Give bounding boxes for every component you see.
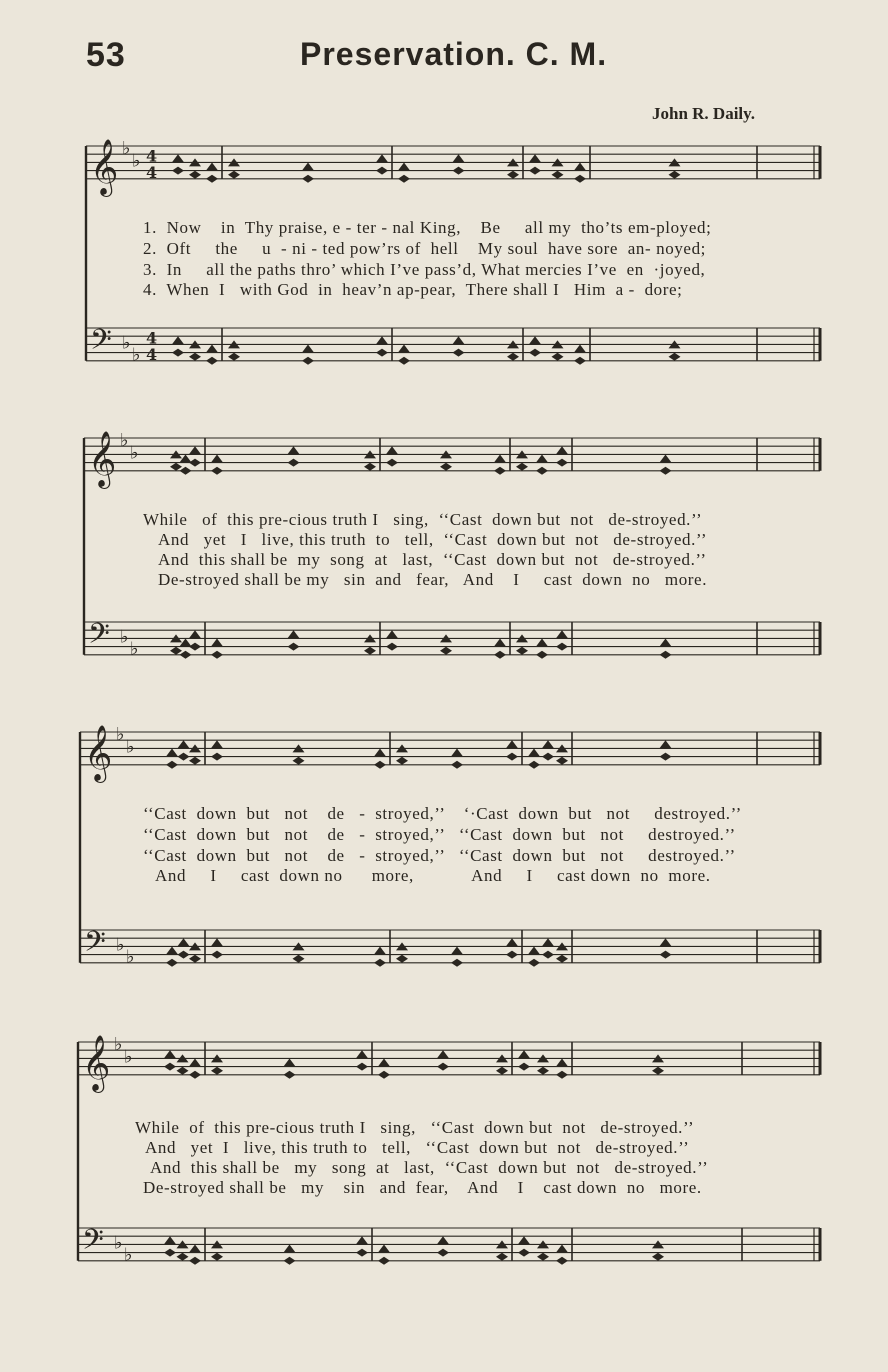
shape-note <box>206 345 218 353</box>
shape-note <box>528 959 540 967</box>
shape-note <box>536 467 548 475</box>
shape-note <box>378 1257 390 1265</box>
shape-note <box>180 651 192 659</box>
shape-note <box>164 1249 176 1257</box>
lyric-verse-4: And I cast down no more, And I cast down no more. <box>155 866 711 885</box>
shape-note <box>556 459 568 467</box>
shape-note <box>507 171 519 179</box>
shape-note <box>552 171 564 179</box>
shape-note <box>396 757 408 765</box>
lyric-verse-3: And this shall be my song at last, ‘‘Cast down but not de-stroyed.’’ <box>150 1158 709 1177</box>
shape-note <box>542 753 554 761</box>
shape-note <box>284 1071 296 1079</box>
shape-note <box>398 175 410 183</box>
shape-note <box>518 1063 530 1071</box>
shape-note <box>437 1236 449 1244</box>
lyric-verse-4: De-stroyed shall be my sin and fear, And I cast down no more. <box>143 1178 702 1197</box>
time-signature-top: 4 <box>146 328 158 348</box>
shape-note <box>356 1063 368 1071</box>
shape-note <box>556 630 568 638</box>
shape-note <box>374 959 386 967</box>
shape-note <box>529 349 541 357</box>
shape-note <box>284 1059 296 1067</box>
shape-note <box>211 651 223 659</box>
flat-icon: ♭ <box>120 626 129 648</box>
shape-note <box>506 938 518 946</box>
shape-note <box>542 938 554 946</box>
shape-note <box>166 947 178 955</box>
shape-note <box>556 1071 568 1079</box>
shape-note <box>172 154 184 162</box>
shape-note <box>177 1253 189 1261</box>
shape-note <box>211 740 223 748</box>
shape-note <box>574 345 586 353</box>
shape-note <box>507 353 519 361</box>
shape-note <box>284 1245 296 1253</box>
shape-note <box>189 353 201 361</box>
shape-note <box>206 175 218 183</box>
shape-note <box>494 455 506 463</box>
lyric-verse-2: And yet I live, this truth to tell, ‘‘Cast down but not de-stroyed.’’ <box>158 530 708 549</box>
lyric-verse-2: 2. Oft the u - ni - ted pow’rs of hell My soul have sore an- noyed; <box>143 239 707 258</box>
time-signature-bottom: 4 <box>146 344 158 364</box>
shape-note <box>189 955 201 963</box>
flat-icon: ♭ <box>126 736 135 758</box>
treble-clef-icon: 𝄞 <box>88 430 117 487</box>
shape-note <box>376 167 388 175</box>
shape-note <box>556 1059 568 1067</box>
shape-note <box>398 163 410 171</box>
shape-note <box>164 1063 176 1071</box>
shape-note <box>374 761 386 769</box>
shape-note <box>302 357 314 365</box>
shape-note <box>189 643 201 651</box>
shape-note <box>528 947 540 955</box>
shape-note <box>518 1050 530 1058</box>
shape-note <box>536 639 548 647</box>
shape-note <box>211 639 223 647</box>
shape-note <box>494 639 506 647</box>
shape-note <box>660 740 672 748</box>
shape-note <box>556 446 568 454</box>
shape-note <box>180 455 192 463</box>
shape-note <box>440 463 452 471</box>
treble-clef-icon: 𝄞 <box>90 138 119 195</box>
flat-icon: ♭ <box>122 138 131 160</box>
shape-note <box>556 643 568 651</box>
shape-note <box>556 955 568 963</box>
lyric-verse-2: ‘‘Cast down but not de - stroyed,’’ ‘‘Cast down but not destroyed.’’ <box>143 825 736 844</box>
shape-note <box>211 951 223 959</box>
shape-note <box>376 336 388 344</box>
shape-note <box>170 463 182 471</box>
shape-note <box>556 1257 568 1265</box>
shape-note <box>437 1063 449 1071</box>
shape-note <box>189 459 201 467</box>
shape-note <box>518 1249 530 1257</box>
shape-note <box>660 651 672 659</box>
shape-note <box>536 455 548 463</box>
flat-icon: ♭ <box>114 1232 123 1254</box>
shape-note <box>189 1059 201 1067</box>
shape-note <box>669 171 681 179</box>
shape-note <box>189 1257 201 1265</box>
shape-note <box>453 349 465 357</box>
shape-note <box>228 171 240 179</box>
lyric-verse-1: While of this pre-cious truth I sing, ‘‘Cast down but not de-stroyed.’’ <box>143 510 703 529</box>
shape-note <box>228 353 240 361</box>
shape-note <box>378 1059 390 1067</box>
shape-note <box>211 753 223 761</box>
shape-note <box>398 345 410 353</box>
shape-note <box>211 467 223 475</box>
shape-note <box>211 938 223 946</box>
shape-note <box>302 163 314 171</box>
shape-note <box>528 761 540 769</box>
bass-clef-icon: 𝄢 <box>84 925 106 966</box>
shape-note <box>374 947 386 955</box>
shape-note <box>166 761 178 769</box>
shape-note <box>506 740 518 748</box>
shape-note <box>528 749 540 757</box>
shape-note <box>293 955 305 963</box>
shape-note <box>376 349 388 357</box>
shape-note <box>652 1067 664 1075</box>
shape-note <box>396 955 408 963</box>
shape-note <box>437 1050 449 1058</box>
shape-note <box>177 1067 189 1075</box>
shape-note <box>178 951 190 959</box>
shape-note <box>284 1257 296 1265</box>
lyric-verse-4: 4. When I with God in heav’n ap-pear, There shall I Him a - dore; <box>143 280 683 299</box>
shape-note <box>374 749 386 757</box>
shape-note <box>206 163 218 171</box>
flat-icon: ♭ <box>114 1034 123 1056</box>
lyric-verse-3: And this shall be my song at last, ‘‘Cast down but not de-stroyed.’’ <box>158 550 707 569</box>
shape-note <box>288 643 300 651</box>
shape-note <box>211 1253 223 1261</box>
shape-note <box>574 163 586 171</box>
shape-note <box>178 753 190 761</box>
shape-note <box>669 353 681 361</box>
shape-note <box>437 1249 449 1257</box>
shape-note <box>386 643 398 651</box>
shape-note <box>574 175 586 183</box>
shape-note <box>356 1249 368 1257</box>
shape-note <box>356 1050 368 1058</box>
flat-icon: ♭ <box>120 430 129 452</box>
shape-note <box>451 761 463 769</box>
shape-note <box>506 951 518 959</box>
lyric-verse-3: 3. In all the paths thro’ which I’ve pass’d, What mercies I’ve en ·joyed, <box>143 260 706 279</box>
shape-note <box>180 467 192 475</box>
flat-icon: ♭ <box>116 724 125 746</box>
shape-note <box>293 757 305 765</box>
shape-note <box>496 1067 508 1075</box>
shape-note <box>542 951 554 959</box>
shape-note <box>164 1236 176 1244</box>
shape-note <box>178 938 190 946</box>
flat-icon: ♭ <box>122 332 131 354</box>
shape-note <box>518 1236 530 1244</box>
shape-note <box>302 345 314 353</box>
shape-note <box>164 1050 176 1058</box>
shape-note <box>170 647 182 655</box>
time-signature-bottom: 4 <box>146 162 158 182</box>
shape-note <box>494 651 506 659</box>
shape-note <box>516 647 528 655</box>
lyric-verse-1: While of this pre-cious truth I sing, ‘‘Cast down but not de-stroyed.’’ <box>135 1118 695 1137</box>
shape-note <box>211 455 223 463</box>
shape-note <box>206 357 218 365</box>
shape-note <box>189 1071 201 1079</box>
shape-note <box>652 1253 664 1261</box>
flat-icon: ♭ <box>126 946 135 968</box>
flat-icon: ♭ <box>132 150 141 172</box>
bass-clef-icon: 𝄢 <box>90 323 112 364</box>
shape-note <box>660 455 672 463</box>
shape-note <box>189 446 201 454</box>
shape-note <box>386 630 398 638</box>
composer-credit: John R. Daily. <box>652 104 755 123</box>
shape-note <box>506 753 518 761</box>
shape-note <box>660 467 672 475</box>
flat-icon: ♭ <box>130 638 139 660</box>
shape-note <box>288 446 300 454</box>
shape-note <box>556 757 568 765</box>
lyric-verse-1: ‘‘Cast down but not de - stroyed,’’ ‘·Cast down but not destroyed.’’ <box>143 804 742 823</box>
shape-note <box>189 1245 201 1253</box>
shape-note <box>180 639 192 647</box>
shape-note <box>172 167 184 175</box>
shape-note <box>529 167 541 175</box>
shape-note <box>556 1245 568 1253</box>
shape-note <box>364 647 376 655</box>
shape-note <box>288 630 300 638</box>
shape-note <box>574 357 586 365</box>
shape-note <box>660 753 672 761</box>
shape-note <box>189 171 201 179</box>
shape-note <box>386 459 398 467</box>
bass-clef-icon: 𝄢 <box>82 1223 104 1264</box>
shape-note <box>178 740 190 748</box>
shape-note <box>172 336 184 344</box>
shape-note <box>451 947 463 955</box>
shape-note <box>451 749 463 757</box>
shape-note <box>660 951 672 959</box>
shape-note <box>166 959 178 967</box>
shape-note <box>364 463 376 471</box>
bass-clef-icon: 𝄢 <box>88 617 110 658</box>
shape-note <box>536 651 548 659</box>
shape-note <box>378 1245 390 1253</box>
shape-note <box>494 467 506 475</box>
shape-note <box>542 740 554 748</box>
lyric-verse-4: De-stroyed shall be my sin and fear, And I cast down no more. <box>158 570 708 589</box>
lyric-verse-3: ‘‘Cast down but not de - stroyed,’’ ‘‘Cast down but not destroyed.’’ <box>143 846 736 865</box>
shape-note <box>496 1253 508 1261</box>
shape-note <box>537 1253 549 1261</box>
flat-icon: ♭ <box>116 934 125 956</box>
shape-note <box>189 757 201 765</box>
shape-note <box>386 446 398 454</box>
flat-icon: ♭ <box>124 1244 133 1266</box>
shape-note <box>302 175 314 183</box>
shape-note <box>453 154 465 162</box>
shape-note <box>376 154 388 162</box>
shape-note <box>288 459 300 467</box>
shape-note <box>440 647 452 655</box>
flat-icon: ♭ <box>132 344 141 366</box>
page-number: 53 <box>86 36 126 74</box>
shape-note <box>172 349 184 357</box>
lyric-verse-1: 1. Now in Thy praise, e - ter - nal King, Be all my tho’ts em-ployed; <box>143 218 712 237</box>
shape-note <box>211 1067 223 1075</box>
hymn-title: Preservation. C. M. <box>300 36 608 72</box>
flat-icon: ♭ <box>130 442 139 464</box>
shape-note <box>516 463 528 471</box>
shape-note <box>166 749 178 757</box>
shape-note <box>453 336 465 344</box>
shape-note <box>660 639 672 647</box>
shape-note <box>398 357 410 365</box>
lyric-verse-2: And yet I live, this truth to tell, ‘‘Cast down but not de-stroyed.’’ <box>145 1138 690 1157</box>
shape-note <box>537 1067 549 1075</box>
shape-note <box>189 630 201 638</box>
shape-note <box>529 336 541 344</box>
time-signature-top: 4 <box>146 146 158 166</box>
shape-note <box>453 167 465 175</box>
shape-note <box>529 154 541 162</box>
shape-note <box>356 1236 368 1244</box>
shape-note <box>451 959 463 967</box>
shape-note <box>660 938 672 946</box>
treble-clef-icon: 𝄞 <box>82 1034 111 1091</box>
flat-icon: ♭ <box>124 1046 133 1068</box>
treble-clef-icon: 𝄞 <box>84 724 113 781</box>
shape-note <box>378 1071 390 1079</box>
shape-note <box>552 353 564 361</box>
